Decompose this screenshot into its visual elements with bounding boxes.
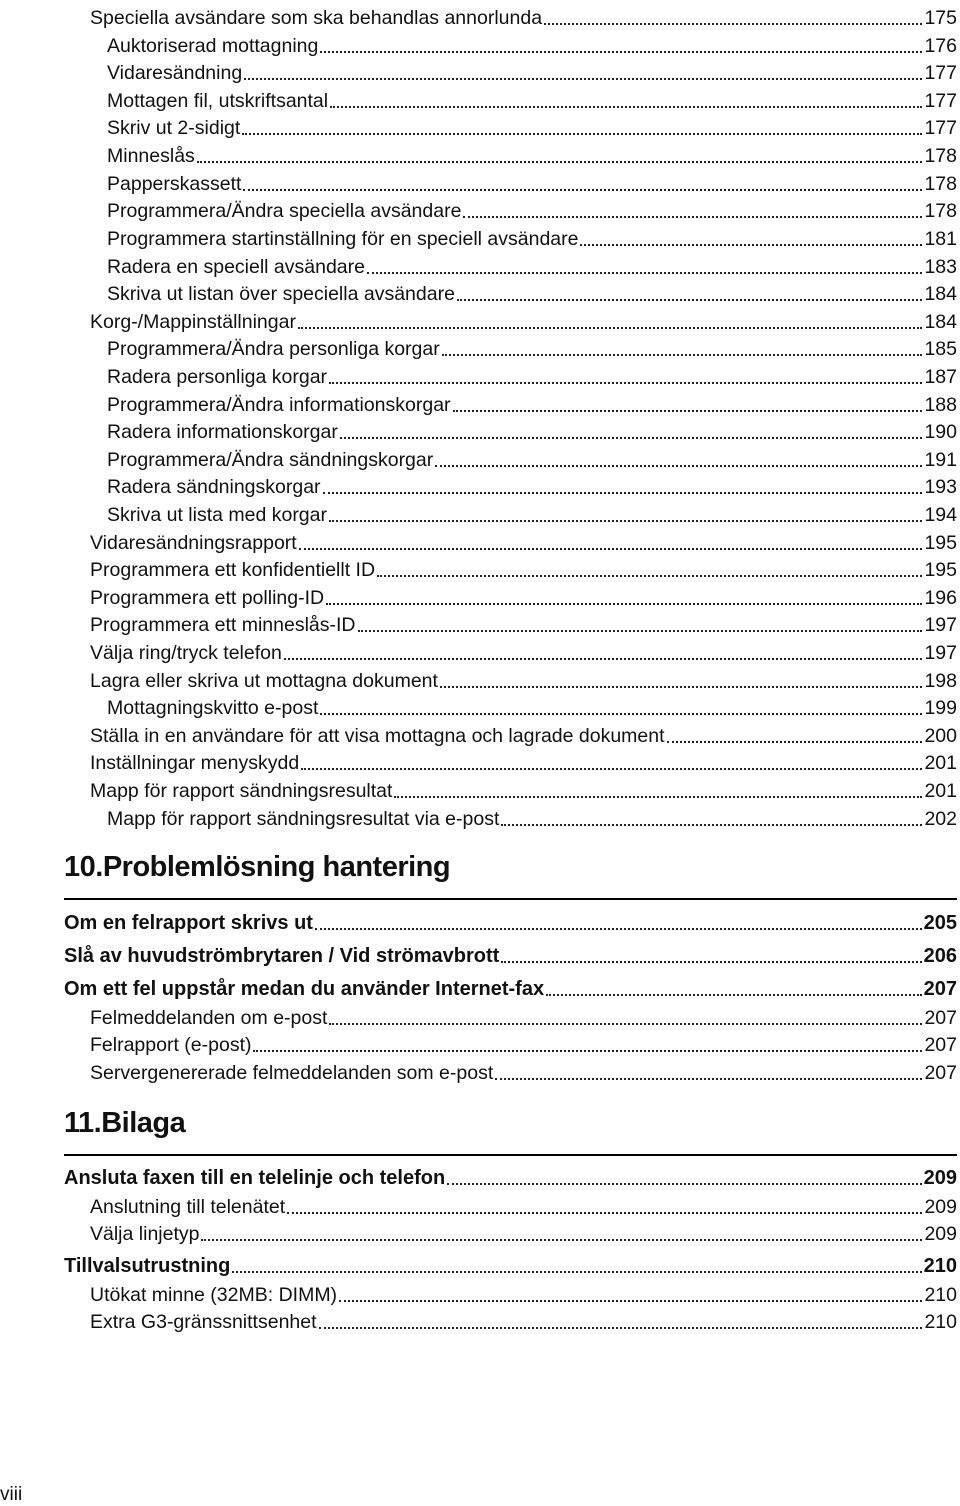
page-number: viii: [0, 1484, 23, 1505]
dot-leader: [197, 161, 923, 163]
toc-entry-page: 206: [923, 945, 957, 967]
toc-entry-page: 187: [924, 365, 957, 388]
dot-leader: [326, 603, 922, 605]
dot-leader: [394, 796, 922, 798]
toc-entry-page: 183: [924, 255, 957, 278]
toc-entry-page: 177: [924, 116, 957, 139]
toc-entry-title: Speciella avsändare som ska behandlas annorlunda: [90, 6, 543, 29]
toc-entry-title: Utökat minne (32MB: DIMM): [90, 1283, 338, 1306]
toc-entry[interactable]: [64, 971, 957, 999]
toc-entry-page: 178: [924, 199, 957, 222]
dot-leader: [546, 994, 922, 996]
toc-entry-page: 178: [924, 172, 957, 195]
dot-leader: [442, 354, 923, 356]
dot-leader: [440, 686, 923, 688]
toc-entry[interactable]: [90, 635, 957, 663]
toc-entry[interactable]: [107, 387, 957, 415]
toc-entry-title: Radera informationskorgar: [107, 420, 338, 443]
toc-entry-title: Mapp för rapport sändningsresultat via e-post: [107, 807, 500, 830]
toc-entry-title: Tillvalsutrustning: [64, 1255, 231, 1277]
dot-leader: [340, 437, 923, 439]
toc-entry-page: 177: [924, 89, 957, 112]
toc-entry-title: Auktoriserad mottagning: [107, 34, 319, 57]
toc-entry[interactable]: [107, 359, 957, 387]
dot-leader: [301, 768, 922, 770]
toc-entry[interactable]: [107, 166, 957, 194]
toc-entry-title: Ställa in en användare för att visa mottagna och lagrade dokument: [90, 724, 665, 747]
dot-leader: [501, 824, 922, 826]
toc-entry-page: 200: [924, 724, 957, 747]
toc-entry-title: Om ett fel uppstår medan du använder Internet-fax: [64, 978, 545, 1000]
toc-entry-page: 198: [924, 669, 957, 692]
toc-entry-page: 202: [924, 807, 957, 830]
toc-entry[interactable]: [90, 1277, 957, 1305]
toc-entry-title: Felrapport (e-post): [90, 1033, 252, 1056]
dot-leader: [242, 133, 922, 135]
toc-entry[interactable]: [107, 249, 957, 277]
toc-entry-page: 207: [924, 1061, 957, 1084]
toc-entry-page: 197: [924, 641, 957, 664]
dot-leader: [329, 520, 922, 522]
toc-entry[interactable]: [90, 1055, 957, 1083]
toc-entry[interactable]: [90, 1216, 957, 1244]
toc-entry[interactable]: [107, 469, 957, 497]
toc-entry[interactable]: [107, 331, 957, 359]
dot-leader: [544, 23, 922, 25]
toc-entry-title: Programmera/Ändra informationskorgar: [107, 393, 451, 416]
toc-entry[interactable]: [107, 690, 957, 718]
toc-entry[interactable]: [90, 745, 957, 773]
dot-leader: [580, 244, 922, 246]
toc-entry[interactable]: [64, 1248, 957, 1276]
toc-entry-page: 199: [924, 696, 957, 719]
toc-entry-page: 210: [924, 1310, 957, 1333]
toc-entry-page: 176: [924, 34, 957, 57]
toc-entry-title: Slå av huvudströmbrytaren / Vid strömavbrott: [64, 945, 500, 967]
toc-entry[interactable]: [90, 1304, 957, 1332]
toc-entry-page: 209: [923, 1167, 957, 1189]
toc-entry-title: Vidaresändningsrapport: [90, 531, 297, 554]
dot-leader: [284, 658, 923, 660]
dot-leader: [367, 272, 922, 274]
toc-entry-page: 210: [923, 1255, 957, 1277]
toc-entry-title: Anslutning till telenätet: [90, 1195, 286, 1218]
dot-leader: [453, 410, 923, 412]
toc-entry[interactable]: [107, 276, 957, 304]
toc-entry[interactable]: [90, 0, 957, 28]
toc-entry-page: 210: [924, 1283, 957, 1306]
dot-leader: [330, 106, 922, 108]
toc-entry[interactable]: [64, 905, 957, 933]
toc-entry-page: 195: [924, 558, 957, 581]
toc-entry-title: Minneslås: [107, 144, 195, 167]
toc-entry-page: 197: [924, 613, 957, 636]
toc-entry-title: Programmera ett polling-ID: [90, 586, 325, 609]
toc-entry[interactable]: [64, 1160, 957, 1188]
toc-entry[interactable]: [90, 1027, 957, 1055]
toc-entry[interactable]: [107, 801, 957, 829]
dot-leader: [319, 1327, 923, 1329]
dot-leader: [243, 189, 922, 191]
toc-entry-page: 178: [924, 144, 957, 167]
toc-entry-title: Ansluta faxen till en telelinje och telefon: [64, 1167, 446, 1189]
dot-leader: [339, 1300, 922, 1302]
toc-entry-page: 194: [924, 503, 957, 526]
toc-entry[interactable]: [107, 83, 957, 111]
toc-entry[interactable]: [90, 607, 957, 635]
toc-entry[interactable]: [90, 1000, 957, 1028]
toc-entry-title: Skriva ut lista med korgar: [107, 503, 327, 526]
toc-entry-title: Välja linjetyp: [90, 1222, 200, 1245]
toc-entry-page: 207: [923, 978, 957, 1000]
toc-entry-page: 184: [924, 282, 957, 305]
toc-entry-title: Programmera/Ändra sändningskorgar: [107, 448, 434, 471]
dot-leader: [329, 382, 922, 384]
toc-entry-page: 190: [924, 420, 957, 443]
toc-entry-title: Om en felrapport skrivs ut: [64, 912, 313, 934]
toc-entry-title: Mapp för rapport sändningsresultat: [90, 779, 393, 802]
toc-entry-page: 175: [924, 6, 957, 29]
toc-entry-page: 177: [924, 61, 957, 84]
toc-entry-page: 207: [924, 1033, 957, 1056]
toc-entry[interactable]: [107, 138, 957, 166]
dot-leader: [377, 575, 922, 577]
toc-entry-page: 209: [924, 1195, 957, 1218]
toc-entry-page: 191: [924, 448, 957, 471]
toc-entry-title: Korg-/Mappinställningar: [90, 310, 296, 333]
toc-entry[interactable]: [107, 221, 957, 249]
dot-leader: [447, 1183, 921, 1185]
toc-entry[interactable]: [90, 663, 957, 691]
dot-leader: [244, 78, 922, 80]
toc-entry-page: 185: [924, 337, 957, 360]
toc-entry-title: Skriva ut listan över speciella avsändare: [107, 282, 455, 305]
toc-entry[interactable]: [90, 1189, 957, 1217]
dot-leader: [287, 1212, 922, 1214]
toc-entry-page: 181: [924, 227, 957, 250]
toc-entry-title: Papperskassett: [107, 172, 242, 195]
dot-leader: [667, 741, 923, 743]
toc-entry-title: Välja ring/tryck telefon: [90, 641, 282, 664]
toc-entry-page: 209: [924, 1222, 957, 1245]
toc-entry-title: Servergenererade felmeddelanden som e-post: [90, 1061, 494, 1084]
dot-leader: [253, 1050, 922, 1052]
toc-entry[interactable]: [90, 773, 957, 801]
toc-entry-title: Programmera/Ändra speciella avsändare: [107, 199, 462, 222]
toc-entry[interactable]: [107, 110, 957, 138]
dot-leader: [298, 327, 923, 329]
toc-entry-title: Inställningar menyskydd: [90, 751, 300, 774]
dot-leader: [329, 1023, 922, 1025]
toc-entry-page: 193: [924, 475, 957, 498]
dot-leader: [501, 961, 921, 963]
toc-entry-page: 196: [924, 586, 957, 609]
toc-entry-title: Extra G3-gränssnittsenhet: [90, 1310, 317, 1333]
toc-entry-title: Programmera ett konfidentiellt ID: [90, 558, 376, 581]
dot-leader: [320, 713, 922, 715]
toc-entry-title: Felmeddelanden om e-post: [90, 1006, 328, 1029]
chapter-heading: 11.Bilaga: [64, 1107, 186, 1139]
dot-leader: [315, 928, 922, 930]
toc-entry[interactable]: [90, 552, 957, 580]
toc-entry-page: 188: [924, 393, 957, 416]
toc-entry[interactable]: [90, 525, 957, 553]
dot-leader: [495, 1078, 922, 1080]
toc-entry-title: Programmera ett minneslås-ID: [90, 613, 356, 636]
toc-entry-title: Programmera/Ändra personliga korgar: [107, 337, 440, 360]
toc-entry[interactable]: [90, 718, 957, 746]
dot-leader: [323, 492, 923, 494]
dot-leader: [463, 216, 922, 218]
toc-entry[interactable]: [90, 304, 957, 332]
toc-entry-title: Programmera startinställning för en speciell avsändare: [107, 227, 579, 250]
toc-entry-page: 207: [924, 1006, 957, 1029]
toc-entry[interactable]: [107, 414, 957, 442]
toc-entry-title: Mottagen fil, utskriftsantal: [107, 89, 329, 112]
toc-entry-title: Radera en speciell avsändare: [107, 255, 365, 278]
toc-entry[interactable]: [107, 55, 957, 83]
toc-entry-page: 195: [924, 531, 957, 554]
toc-entry-page: 201: [924, 779, 957, 802]
dot-leader: [232, 1271, 921, 1273]
toc-entry[interactable]: [64, 938, 957, 966]
toc-entry[interactable]: [90, 580, 957, 608]
toc-entry-title: Skriv ut 2-sidigt: [107, 116, 241, 139]
toc-entry-title: Mottagningskvitto e-post: [107, 696, 319, 719]
dot-leader: [435, 465, 922, 467]
dot-leader: [320, 51, 922, 53]
toc-entry-title: Vidaresändning: [107, 61, 243, 84]
dot-leader: [457, 299, 923, 301]
dot-leader: [201, 1239, 922, 1241]
toc-entry[interactable]: [107, 442, 957, 470]
toc-entry-page: 184: [924, 310, 957, 333]
toc-entry-page: 205: [923, 912, 957, 934]
toc-entry[interactable]: [107, 497, 957, 525]
chapter-heading: 10.Problemlösning hantering: [64, 851, 451, 883]
dot-leader: [299, 548, 923, 550]
toc-entry-page: 201: [924, 751, 957, 774]
chapter-rule: [64, 898, 957, 900]
toc-entry-title: Lagra eller skriva ut mottagna dokument: [90, 669, 438, 692]
dot-leader: [358, 630, 923, 632]
toc-entry[interactable]: [107, 193, 957, 221]
chapter-rule: [64, 1154, 957, 1156]
toc-entry[interactable]: [107, 28, 957, 56]
toc-entry-title: Radera personliga korgar: [107, 365, 328, 388]
toc-entry-title: Radera sändningskorgar: [107, 475, 321, 498]
